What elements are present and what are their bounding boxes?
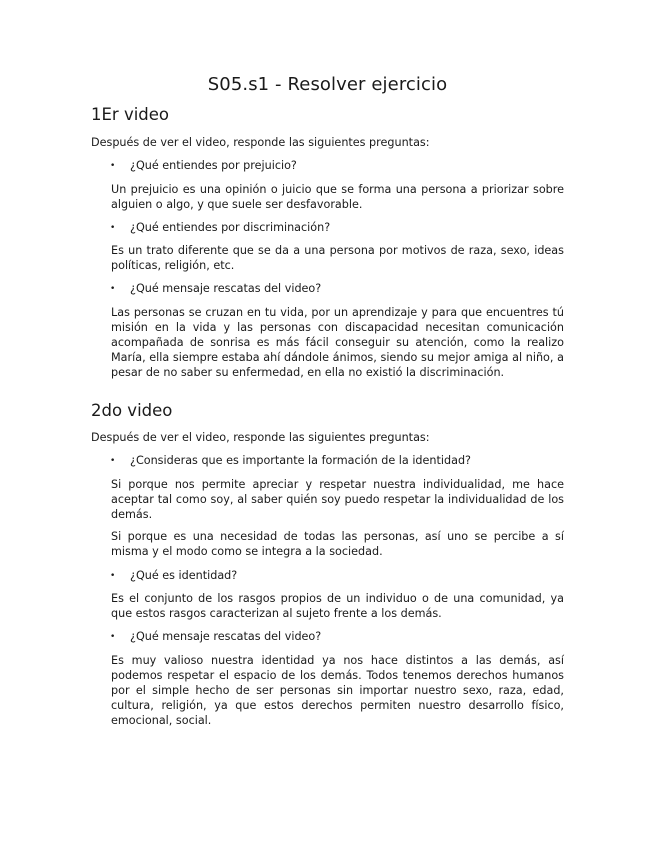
answer-2-3: Es muy valioso nuestra identidad ya nos hace distintos a las demás, así podemos respetar el espacio de los demás. Todos tenemos derechos humanos por el simple hecho de ser personas sin importar nuestro sexo, raza, edad, cultura, religión, ya que estos derechos permiten nuestro desarrollo físico, emocional, social. xyxy=(111,654,564,727)
question-1-2 xyxy=(110,221,330,234)
bullet-icon: • xyxy=(110,632,116,642)
question-text: ¿Consideras que es importante la formación de la identidad? xyxy=(130,454,472,467)
question-text: ¿Qué es identidad? xyxy=(130,569,238,582)
page-title: S05.s1 - Resolver ejercicio xyxy=(207,74,448,95)
section-intro-1: Después de ver el video, responde las siguientes preguntas: xyxy=(91,136,430,149)
answer-1-3: Las personas se cruzan en tu vida, por un aprendizaje y para que encuentres tú misión en la vida y las personas con discapacidad necesitan comunicación acompañada de sonrisa es más fácil conseguir su atención, como la realizo María, ella siempre estaba ahí dándole ánimos, siendo su mejor amiga al niño, a pesar de no saber su enfermedad, en ella no existió la discriminación. xyxy=(111,306,564,379)
answer-1-2: Es un trato diferente que se da a una persona por motivos de raza, sexo, ideas políticas, religión, etc. xyxy=(111,244,564,272)
bullet-icon: • xyxy=(110,571,116,581)
answer-2-2: Es el conjunto de los rasgos propios de un individuo o de una comunidad, ya que estos rasgos caracterizan al sujeto frente a los demás. xyxy=(111,592,564,620)
question-1-1 xyxy=(110,159,297,172)
question-1-3 xyxy=(110,282,321,295)
question-2-2 xyxy=(110,569,237,582)
question-text: ¿Qué entiendes por prejuicio? xyxy=(130,159,297,172)
answer-2-1a: Si porque nos permite apreciar y respetar nuestra individualidad, me hace aceptar tal como soy, al saber quién soy puedo respetar la individualidad de los demás. xyxy=(111,478,564,521)
section-heading-1: 1Er video xyxy=(91,105,170,124)
question-2-1 xyxy=(110,454,471,467)
bullet-icon: • xyxy=(110,161,116,171)
question-text: ¿Qué mensaje rescatas del video? xyxy=(130,630,322,643)
bullet-icon: • xyxy=(110,284,116,294)
answer-1-1: Un prejuicio es una opinión o juicio que se forma una persona a priorizar sobre alguien o algo, y que suele ser desfavorable. xyxy=(111,183,564,211)
section-intro-2: Después de ver el video, responde las siguientes preguntas: xyxy=(91,431,430,444)
question-text: ¿Qué mensaje rescatas del video? xyxy=(130,282,322,295)
bullet-icon: • xyxy=(110,223,116,233)
answer-2-1b: Si porque es una necesidad de todas las personas, así uno se percibe a sí misma y el modo como se integra a la sociedad. xyxy=(111,530,564,558)
section-heading-2: 2do video xyxy=(91,401,173,420)
question-text: ¿Qué entiendes por discriminación? xyxy=(130,221,331,234)
bullet-icon: • xyxy=(110,456,116,466)
question-2-3 xyxy=(110,630,321,643)
